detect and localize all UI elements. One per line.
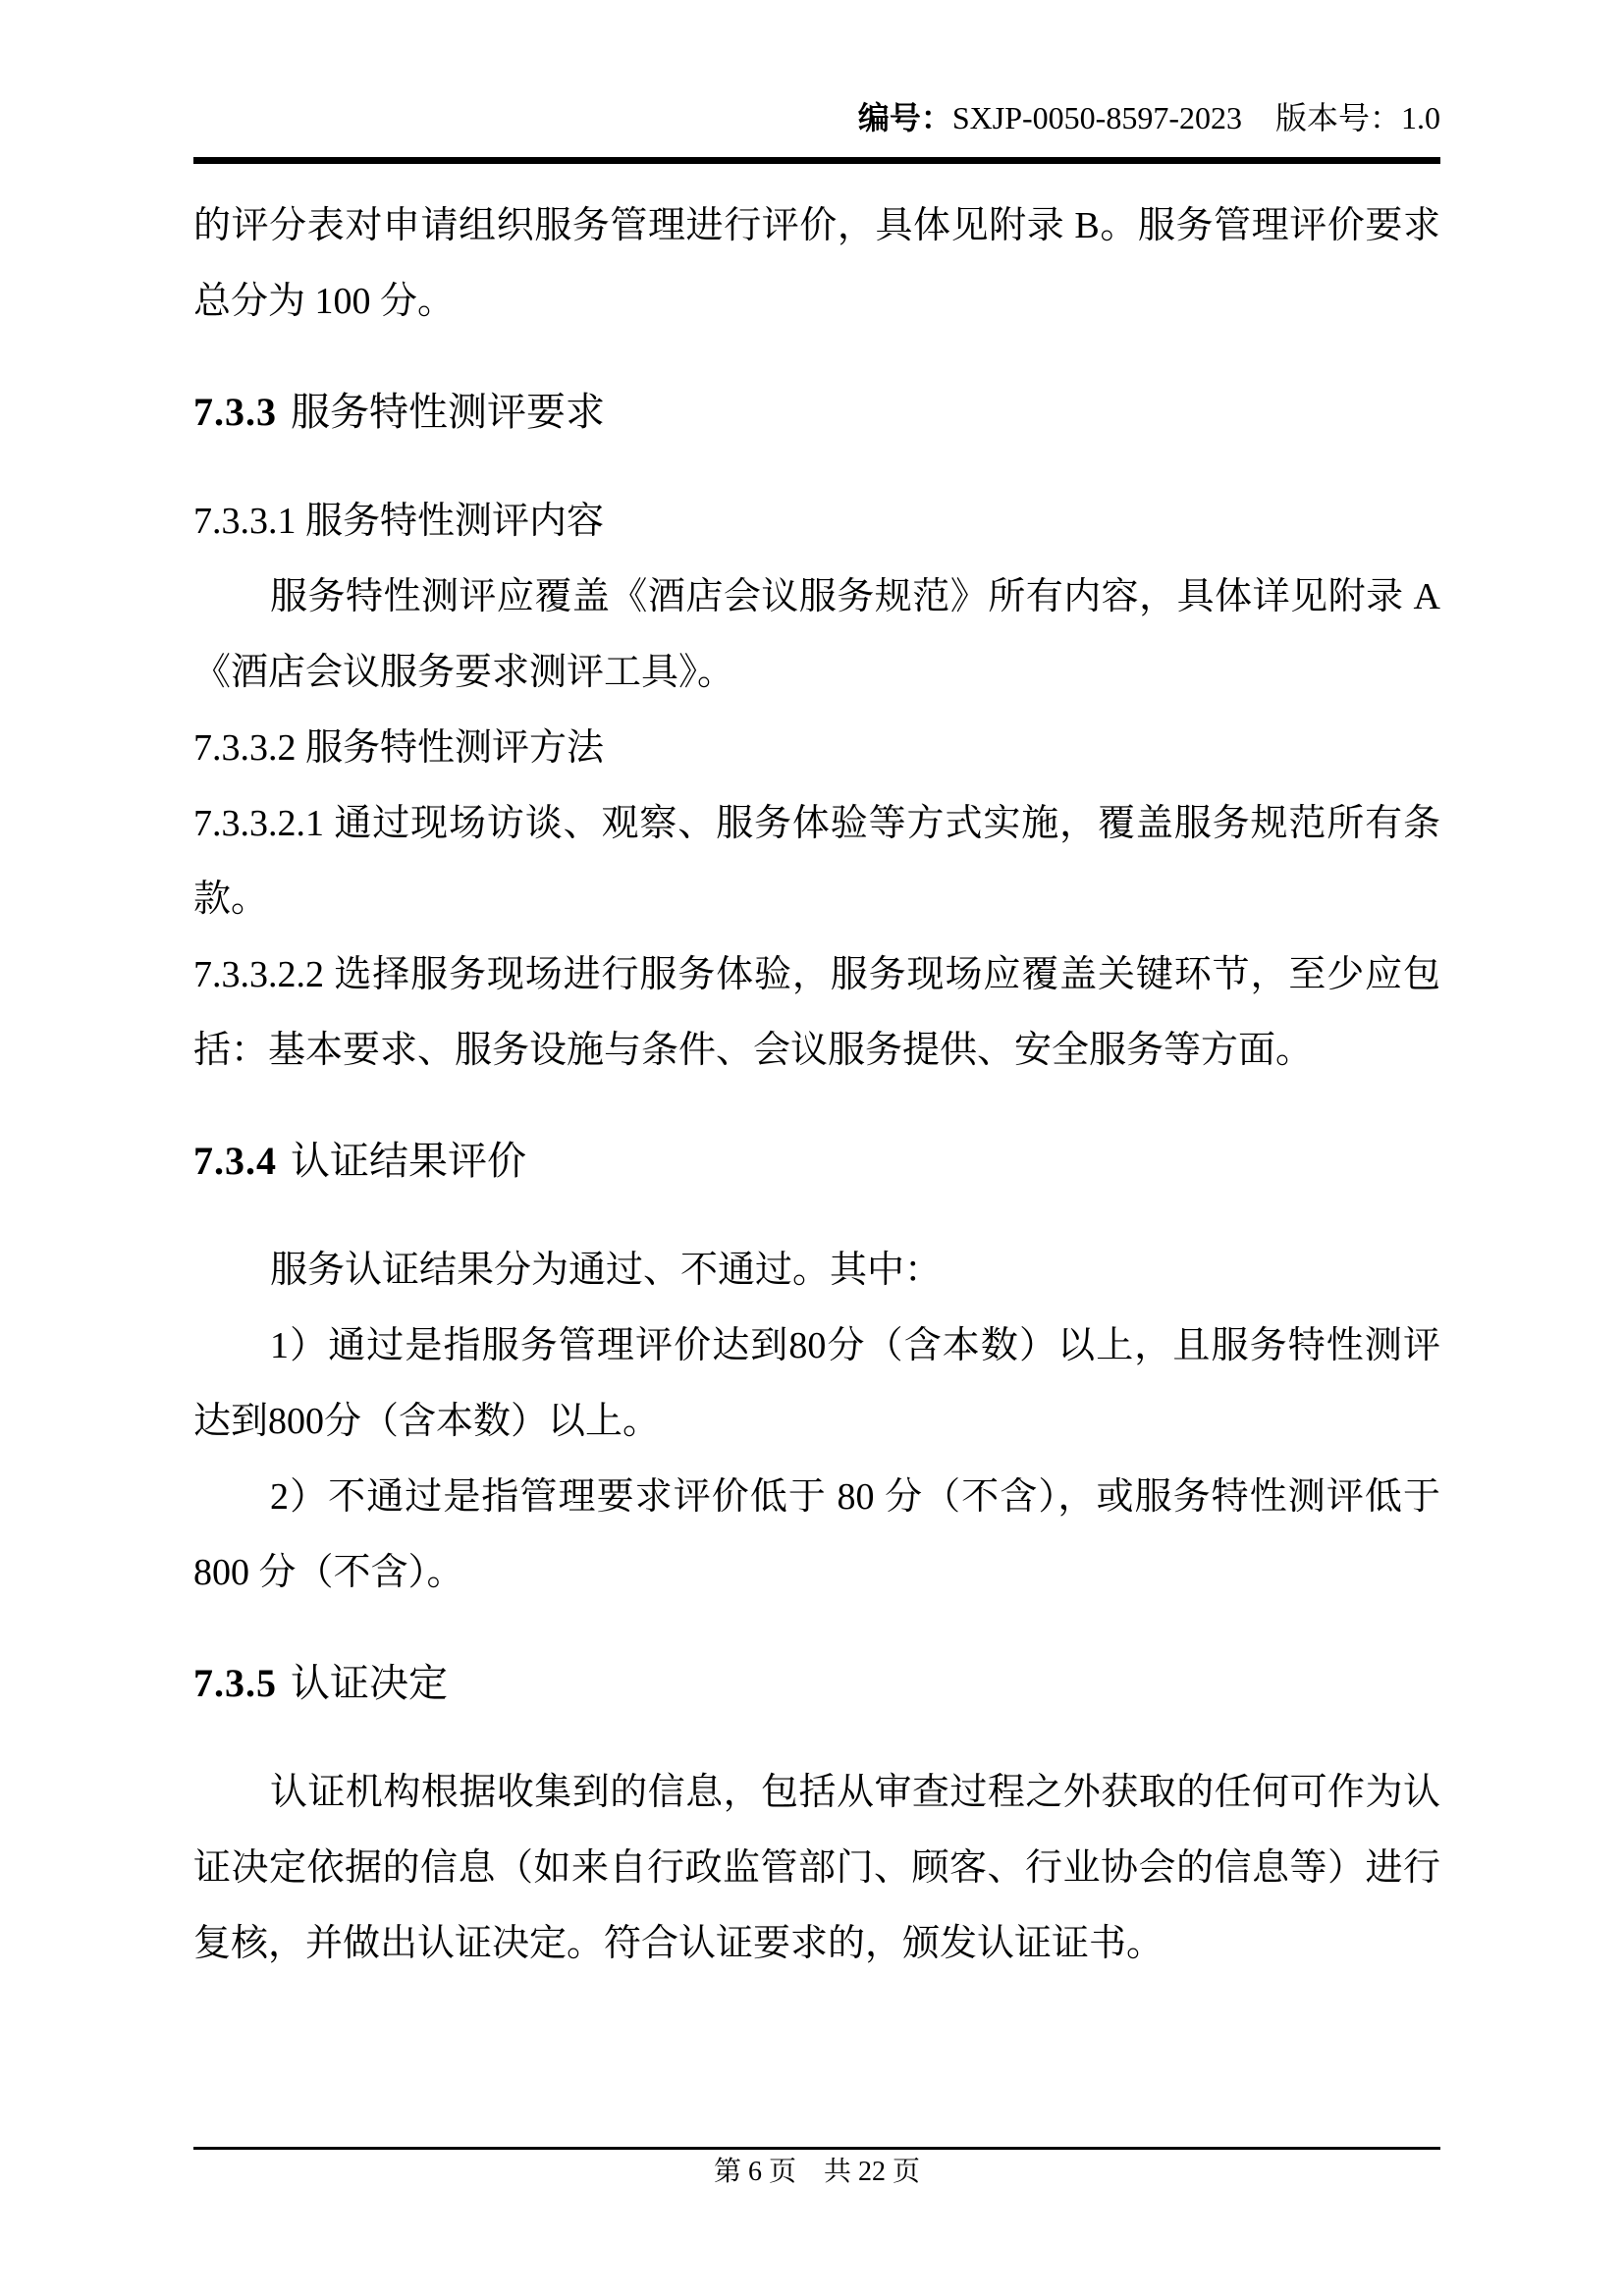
page-header — [0, 0, 1624, 137]
paragraph-7-3-3-2-2: 7.3.3.2.2 选择服务现场进行服务体验，服务现场应覆盖关键环节，至少应包括：基本要求、服务设施与条件、会议服务提供、安全服务等方面。 — [193, 954, 1440, 1071]
page-footer — [193, 2147, 1440, 2190]
paragraph-7-3-3-2-1: 7.3.3.2.1 通过现场访谈、观察、服务体验等方式实施，覆盖服务规范所有条款。 — [193, 803, 1440, 920]
heading-7-3-3-number: 7.3.3 — [193, 390, 277, 434]
document-body — [193, 188, 1440, 1982]
paragraph-continuation: 的评分表对申请组织服务管理进行评价，具体见附录 B。服务管理评价要求总分为 100 分。 — [193, 205, 1440, 322]
header-rule — [193, 157, 1440, 164]
heading-7-3-5-title: 认证决定 — [291, 1661, 448, 1705]
doc-number-label: 编号： — [857, 100, 952, 135]
doc-number-value: SXJP-0050-8597-2023 — [951, 100, 1242, 135]
heading-7-3-3 — [193, 374, 1440, 450]
heading-7-3-3-title: 服务特性测评要求 — [291, 390, 605, 434]
paragraph-7-3-4-item1: 1）通过是指服务管理评价达到80分（含本数）以上，且服务特性测评达到800分（含本数）以上。 — [193, 1325, 1440, 1442]
footer-rule — [193, 2147, 1440, 2150]
version-value: 1.0 — [1401, 100, 1440, 135]
heading-7-3-5-number: 7.3.5 — [193, 1661, 277, 1705]
paragraph-7-3-4-intro: 服务认证结果分为通过、不通过。其中： — [270, 1250, 943, 1291]
page-number: 第 6 页 共 22 页 — [713, 2157, 920, 2187]
subheading-7-3-3-2: 7.3.3.2 服务特性测评方法 — [193, 727, 605, 769]
paragraph-7-3-5-body: 认证机构根据收集到的信息，包括从审查过程之外获取的任何可作为认证决定依据的信息（如来自行政监管部门、顾客、行业协会的信息等）进行复核，并做出认证决定。符合认证要求的，颁发认证证书。 — [193, 1772, 1440, 1964]
heading-7-3-4-title: 认证结果评价 — [291, 1139, 526, 1183]
paragraph-7-3-4-item2: 2）不通过是指管理要求评价低于 80 分（不含），或服务特性测评低于 800 分（不含）。 — [193, 1476, 1440, 1593]
heading-7-3-4-number: 7.3.4 — [193, 1139, 277, 1183]
heading-7-3-4 — [193, 1123, 1440, 1199]
subheading-7-3-3-1: 7.3.3.1 服务特性测评内容 — [193, 501, 605, 542]
heading-7-3-5 — [193, 1645, 1440, 1721]
version-label: 版本号： — [1274, 100, 1401, 135]
paragraph-7-3-3-1-body: 服务特性测评应覆盖《酒店会议服务规范》所有内容，具体详见附录 A《酒店会议服务要求测评工具》。 — [193, 576, 1440, 693]
